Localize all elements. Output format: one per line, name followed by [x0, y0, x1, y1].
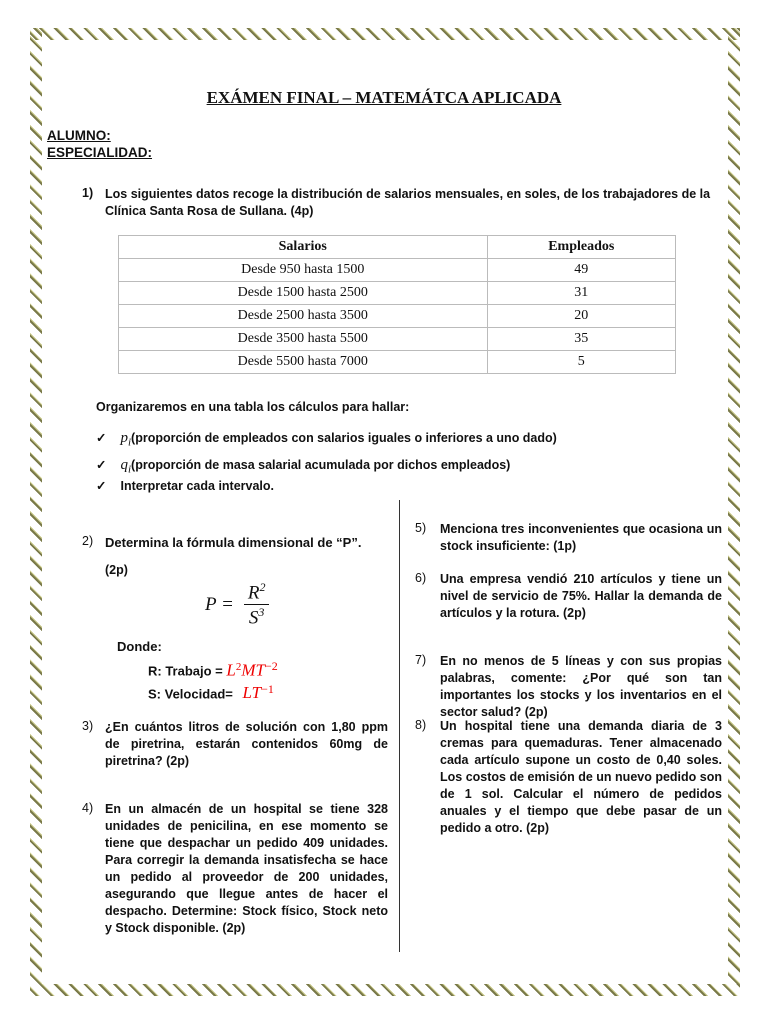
- check-text: Interpretar cada intervalo.: [120, 479, 275, 493]
- header-empleados: Empleados: [487, 236, 675, 259]
- r-value2: MT: [241, 660, 265, 680]
- table-header-row: [119, 236, 676, 259]
- numerator: R: [247, 582, 260, 604]
- table-row: [119, 305, 676, 328]
- numerator-exp: 2: [259, 580, 266, 594]
- q1-text: Los siguientes datos recoge la distribución de salarios mensuales, en soles, de los trabajadores de la Clínica Santa Rosa de Sullana. (4p): [105, 187, 711, 218]
- check-text: (proporción de masa salarial acumulada por dichos empleados): [131, 458, 511, 472]
- header-salarios: Salarios: [119, 236, 488, 259]
- exp: −2: [265, 659, 278, 673]
- q5-points: (1p): [553, 539, 577, 553]
- cell: 49: [487, 259, 675, 282]
- r-label: R: Trabajo =: [148, 663, 223, 679]
- q6-number: 6): [415, 571, 427, 585]
- formula-lhs: P =: [205, 593, 234, 615]
- especialidad-label: ESPECIALIDAD:: [47, 145, 153, 160]
- denominator-exp: 3: [258, 605, 265, 620]
- q8-number: 8): [415, 718, 427, 732]
- denominator: S: [248, 607, 259, 629]
- cell: 31: [487, 282, 675, 305]
- cell: Desde 2500 hasta 3500: [119, 305, 488, 328]
- pencil-border-right: [728, 28, 740, 996]
- q8-points: (2p): [526, 821, 550, 835]
- subscript: i: [127, 436, 132, 449]
- cell: Desde 3500 hasta 5500: [119, 328, 488, 351]
- q4-points: (2p): [222, 921, 246, 935]
- q5-text: [440, 521, 722, 555]
- s-label: S: Velocidad=: [148, 686, 233, 702]
- salary-table: [118, 235, 676, 374]
- q4-text: [105, 801, 388, 937]
- exp: 2: [235, 661, 242, 673]
- q3-number: 3): [82, 719, 94, 733]
- s-definition: [148, 681, 274, 702]
- q1-number: 1): [82, 186, 94, 200]
- donde-label: Donde:: [117, 639, 162, 654]
- q4-body: En un almacén de un hospital se tiene 328 unidades de penicilina, en ese momento se tiene que despachar un pedido 409 unidades. Para corregir la demanda insatisfecha se hace un pedido al proveedor de 200 unidades, asegurando que llegue antes de hacer el despacho. Determine: Stock físico, Stock neto y Stock disponible.: [105, 802, 388, 935]
- q8-body: Un hospital tiene una demanda diaria de 3 cremas para quemaduras. Tener almacenado cada artículo supone un costo de 0,40 soles. Los costos de emisión de un nuevo pedido son de 1 sol. Calcular el número de pedidos anuales y el tiempo que debe pasar de un pedido a otro.: [440, 719, 722, 835]
- formula: [205, 580, 269, 630]
- check-item: [96, 457, 510, 479]
- cell: 20: [487, 305, 675, 328]
- cell: Desde 5500 hasta 7000: [119, 351, 488, 374]
- column-divider: [399, 500, 400, 952]
- exp: −1: [261, 682, 274, 696]
- q5-body: Menciona tres inconvenientes que ocasiona un stock insuficiente:: [440, 522, 722, 553]
- q1-intro: Organizaremos en una tabla los cálculos para hallar:: [96, 400, 410, 414]
- r-value: L: [226, 660, 236, 680]
- check-icon: ✓: [96, 431, 107, 445]
- cell: Desde 1500 hasta 2500: [119, 282, 488, 305]
- q7-points: (2p): [524, 705, 548, 719]
- symbol: p: [120, 430, 128, 446]
- q8-text: [440, 718, 722, 837]
- q2-points: (2p): [105, 563, 128, 577]
- exam-title: EXÁMEN FINAL – MATEMÁTCA APLICADA: [206, 88, 562, 107]
- cell: 5: [487, 351, 675, 374]
- symbol: q: [120, 457, 128, 473]
- check-item: [96, 430, 557, 452]
- pencil-border-bottom: [30, 984, 740, 996]
- check-item: [96, 478, 274, 495]
- pencil-border-top: [30, 28, 740, 40]
- q3-body: ¿En cuántos litros de solución con 1,80 ppm de piretrina, estarán contenidos 60mg de piretrina?: [105, 720, 388, 768]
- q6-text: [440, 571, 722, 622]
- q7-text: [440, 653, 722, 721]
- q4-number: 4): [82, 801, 94, 815]
- cell: 35: [487, 328, 675, 351]
- subscript: i: [127, 463, 132, 476]
- table-row: [119, 328, 676, 351]
- cell: Desde 950 hasta 1500: [119, 259, 488, 282]
- pencil-border-left: [30, 28, 42, 996]
- q5-number: 5): [415, 521, 427, 535]
- s-value: LT: [242, 683, 262, 703]
- r-definition: [148, 658, 278, 679]
- q3-points: (2p): [166, 754, 190, 768]
- q7-body: En no menos de 5 líneas y con sus propias palabras, comente: ¿Por qué son tan importantes los stocks y los inventarios en el sector salud?: [440, 654, 722, 719]
- alumno-label: ALUMNO:: [47, 128, 111, 143]
- q7-number: 7): [415, 653, 427, 667]
- q3-text: [105, 719, 388, 770]
- q6-points: (2p): [562, 606, 586, 620]
- check-text: (proporción de empleados con salarios iguales o inferiores a uno dado): [131, 431, 557, 445]
- fraction: [244, 580, 270, 630]
- q2-number: 2): [82, 534, 94, 548]
- check-icon: ✓: [96, 458, 107, 472]
- table-row: [119, 259, 676, 282]
- q2-text: Determina la fórmula dimensional de “P”.: [105, 535, 362, 550]
- q6-body: Una empresa vendió 210 artículos y tiene un nivel de servicio de 75%. Hallar la demanda de artículos y la rotura.: [440, 572, 722, 620]
- check-icon: ✓: [96, 479, 107, 493]
- table-row: [119, 282, 676, 305]
- table-row: [119, 351, 676, 374]
